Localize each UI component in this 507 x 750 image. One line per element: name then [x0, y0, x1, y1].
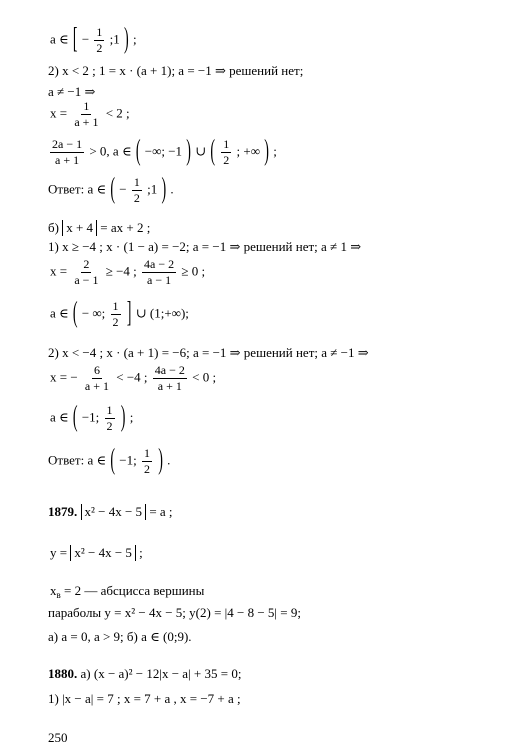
problem-number: 1879.: [48, 504, 78, 519]
line-10: a ∈ ( − ∞; $\frac{1}{2}$ ] ∪ (1;+∞);: [50, 297, 189, 330]
denominator: 2: [106, 419, 113, 434]
minus: −: [81, 31, 90, 47]
line-16: [50, 545, 143, 561]
fraction: [111, 300, 121, 329]
text: x =: [50, 263, 68, 279]
text: 1) |x − a| = 7 ; x = 7 + a , x = −7 + a ;: [48, 691, 241, 706]
text: x = −: [50, 369, 78, 385]
numerator: 1: [132, 176, 142, 191]
paren-open: (: [210, 135, 216, 168]
text: x =: [50, 105, 68, 121]
denominator: a + 1: [157, 379, 182, 394]
union: ∪: [195, 143, 207, 159]
line-2: [48, 64, 303, 77]
text: − ∞;: [81, 305, 106, 321]
numerator: 4a − 2: [153, 364, 187, 379]
denominator: a − 1: [147, 273, 172, 288]
fraction: [94, 26, 104, 55]
text: ;1: [147, 181, 158, 197]
text: = a ;: [149, 504, 173, 519]
absolute-value: x² − 4x − 5: [70, 545, 136, 561]
numerator: 1: [142, 447, 152, 462]
numerator: 1: [94, 26, 104, 41]
paren-open: (: [72, 297, 78, 330]
text: < 2 ;: [105, 105, 130, 121]
paren-open: (: [149, 305, 155, 321]
text: 2) x < 2 ; 1 = x · (a + 1); a = −1 ⇒ решений нет;: [48, 63, 304, 78]
union: ∪: [135, 305, 147, 321]
text: a ≠ −1 ⇒: [48, 84, 96, 99]
text: Ответ: a ∈: [48, 452, 107, 468]
denominator: 2: [96, 41, 103, 56]
fraction: [221, 138, 231, 167]
line-13: [50, 401, 134, 434]
text: y =: [50, 545, 68, 560]
fraction: [83, 364, 111, 393]
text: 1) x ≥ −4 ; x · (1 − a) = −2; a = −1 ⇒ решений нет; a ≠ 1 ⇒: [48, 239, 362, 254]
text: ;1: [109, 31, 120, 47]
text: Ответ: a ∈: [48, 181, 107, 197]
fraction: [105, 404, 115, 433]
line-21: [48, 692, 241, 705]
line-8: [48, 240, 361, 253]
bracket-open: [: [72, 23, 78, 56]
line-12: [50, 364, 216, 393]
numerator: 2a − 1: [50, 138, 84, 153]
line-14-answer: [48, 444, 171, 477]
text: а): [80, 666, 91, 681]
fraction: [132, 176, 142, 205]
text: а) a = 0, a > 9; б) a ∈ (0;9).: [48, 629, 192, 644]
period: .: [170, 181, 174, 197]
absolute-value: x + 4: [62, 220, 97, 236]
paren-close: ): [186, 135, 191, 168]
fraction: [50, 138, 84, 167]
paren-open: (: [135, 135, 141, 168]
absolute-value: x² − 4x − 5: [81, 504, 147, 520]
line-18: [48, 606, 301, 619]
text: б): [48, 220, 59, 235]
denominator: 2: [223, 153, 230, 168]
line-4: [50, 100, 130, 129]
semicolon: ;: [129, 409, 134, 425]
denominator: a + 1: [55, 153, 80, 168]
numerator: 1: [105, 404, 115, 419]
denominator: 2: [143, 462, 150, 477]
bracket-close: ]: [126, 297, 132, 330]
text: −1;: [119, 452, 137, 468]
line-3: [48, 85, 95, 98]
text: a ∈: [50, 305, 69, 321]
numerator: 1: [221, 138, 231, 153]
paren-close: ): [161, 173, 167, 206]
line-1: [50, 23, 137, 56]
numerator: 1: [111, 300, 121, 315]
paren-close: ): [158, 444, 163, 477]
text: ≥ 0 ;: [181, 263, 206, 279]
paren-open: (: [72, 401, 78, 434]
numerator: 4a − 2: [142, 258, 176, 273]
paren-open: (: [110, 444, 116, 477]
text: (x − a)² − 12|x − a| + 35 = 0;: [93, 666, 242, 681]
paren-close: ): [264, 135, 269, 168]
line-7: [48, 220, 150, 236]
fraction: [142, 258, 176, 287]
semicolon: ;: [132, 31, 137, 47]
subscript: в: [56, 590, 61, 600]
numerator: 6: [92, 364, 102, 379]
problem-1880: [48, 667, 241, 680]
text: = ax + 2 ;: [100, 220, 151, 235]
page-number: [48, 731, 68, 744]
fraction: [142, 447, 152, 476]
text: ;: [139, 545, 143, 560]
text: 1;+∞: [154, 305, 181, 321]
paren-close: ): [180, 305, 186, 321]
problem-number: 1880.: [48, 666, 78, 681]
text: x: [50, 583, 57, 598]
text: < −4 ;: [116, 369, 148, 385]
line-6-answer: [48, 173, 174, 206]
minus: −: [119, 181, 127, 197]
line-11: [48, 346, 369, 359]
text: параболы y = x² − 4x − 5; y(2) = |4 − 8 − 5| = 9;: [48, 605, 301, 620]
line-17: [50, 583, 205, 600]
fraction: [72, 258, 100, 287]
denominator: a + 1: [74, 115, 99, 130]
line-5: [48, 135, 277, 168]
paren-open: (: [110, 173, 116, 206]
denominator: 2: [112, 315, 119, 330]
text: = 2 — абсцисса вершины: [64, 583, 205, 598]
text: −∞; −1: [144, 143, 183, 159]
denominator: 2: [133, 191, 140, 206]
numerator: 2: [81, 258, 91, 273]
paren-close: ): [124, 23, 129, 56]
fraction: [72, 100, 100, 129]
line-9: [50, 258, 205, 287]
text: ; +∞: [236, 143, 261, 159]
paren-close: ): [120, 401, 126, 434]
text: a ∈: [50, 31, 69, 47]
problem-1879: [48, 504, 173, 520]
text: < 0 ;: [192, 369, 217, 385]
text: > 0, a ∈: [89, 143, 132, 159]
text: −1;: [81, 409, 100, 425]
text: 2) x < −4 ; x · (a + 1) = −6; a = −1 ⇒ решений нет; a ≠ −1 ⇒: [48, 345, 369, 360]
period: .: [167, 452, 171, 468]
fraction: [153, 364, 187, 393]
semicolon: ;: [273, 143, 277, 159]
line-19: [48, 630, 192, 643]
text: a ∈: [50, 409, 69, 425]
text: 250: [48, 730, 68, 745]
text: ≥ −4 ;: [105, 263, 137, 279]
denominator: a + 1: [84, 379, 110, 394]
denominator: a − 1: [74, 273, 99, 288]
numerator: 1: [81, 100, 91, 115]
